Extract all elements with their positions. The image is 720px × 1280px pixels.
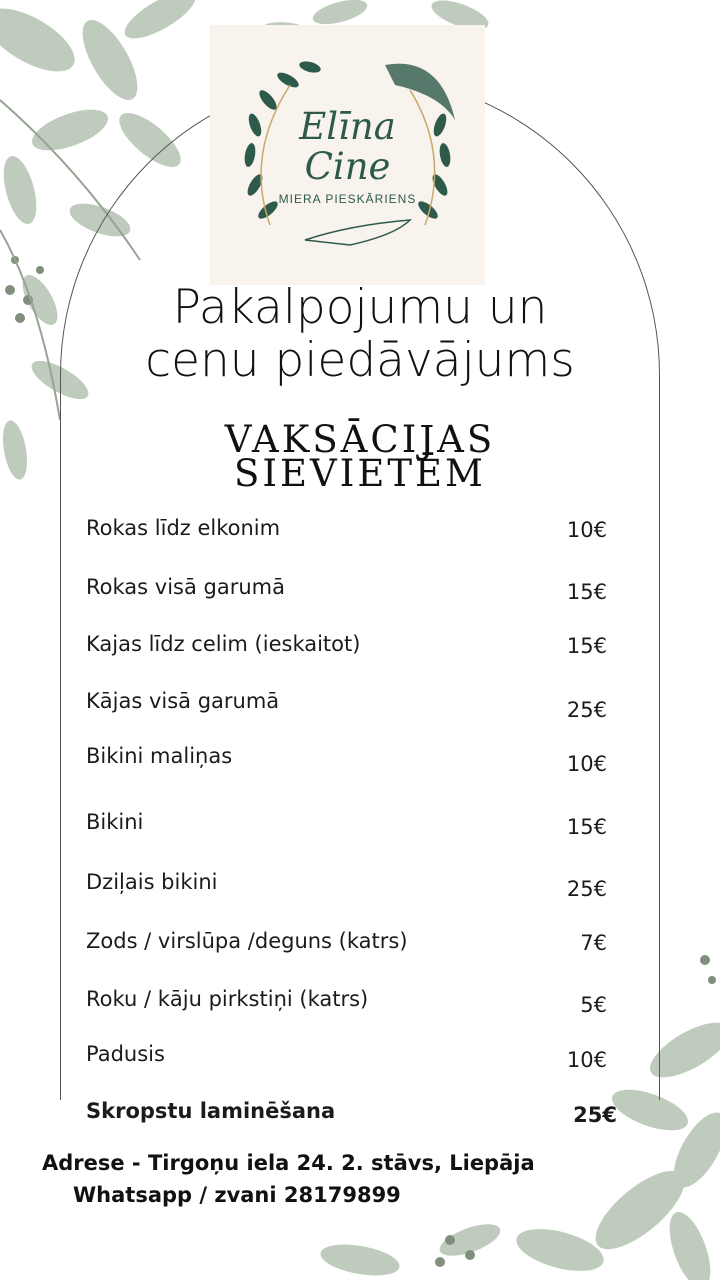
service-label: Dziļais bikini [86,870,218,894]
service-label: Roku / kāju pirkstiņi (katrs) [86,987,369,1011]
service-label: Kājas visā garumā [86,689,280,713]
service-price: 15€ [566,634,607,658]
brand-tagline: MIERA PIESKĀRIENS [278,192,417,206]
service-label: Bikini maliņas [86,744,233,768]
brand-name-line2: Cine [304,145,391,188]
service-label: Padusis [86,1042,165,1066]
service-label: Bikini [86,810,144,834]
service-price: 15€ [566,580,607,604]
service-price: 7€ [580,931,607,955]
service-label: Rokas līdz elkonim [86,516,281,540]
service-price: 25€ [566,698,607,722]
service-price: 15€ [566,815,607,839]
brand-name-line1: Elīna [299,105,396,148]
page-title-line2: cenu piedāvājums [145,333,575,388]
contact-address: Adrese - Tirgoņu iela 24. 2. stāvs, Liepāja [42,1151,535,1175]
section-title-line1: VAKSĀCIJAS [224,418,496,461]
service-price: 10€ [566,752,607,776]
contact-phone: Whatsapp / zvani 28179899 [73,1183,401,1207]
service-label: Zods / virslūpa /deguns (katrs) [86,929,408,953]
service-price: 10€ [566,518,607,542]
section-title-line2: SIEVIETĒM [234,452,486,495]
featured-service-label: Skropstu laminēšana [86,1099,336,1123]
service-price: 25€ [566,877,607,901]
service-label: Rokas visā garumā [86,575,285,599]
service-price: 5€ [580,993,607,1017]
page-title-line1: Pakalpojumu un [172,280,548,335]
service-label: Kajas līdz celim (ieskaitot) [86,632,361,656]
featured-service-price: 25€ [573,1103,617,1127]
service-price: 10€ [566,1048,607,1072]
